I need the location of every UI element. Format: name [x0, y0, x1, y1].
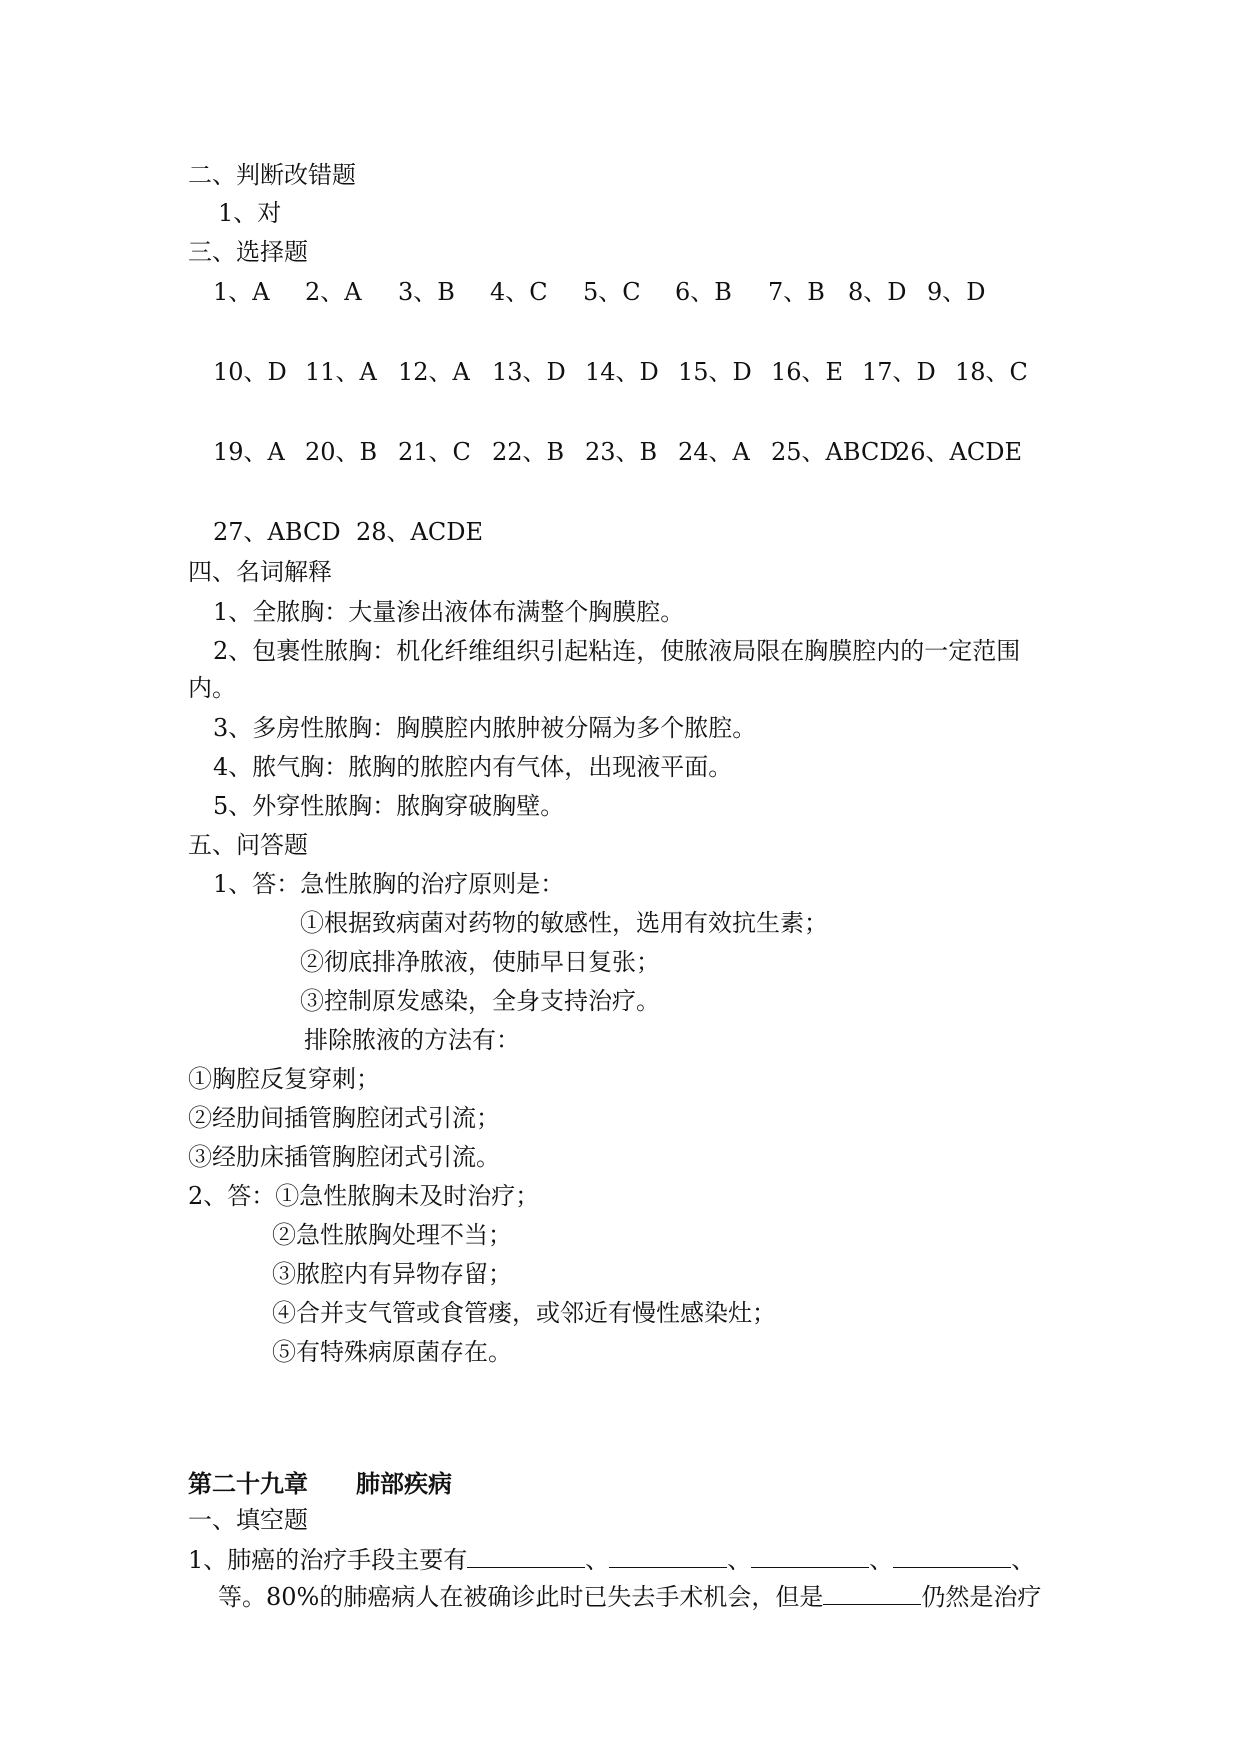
section-2-answer: 1、对 — [218, 199, 282, 227]
method-item: ③经肋床插管胸腔闭式引流。 — [188, 1143, 500, 1171]
answer-blank[interactable] — [609, 1543, 727, 1568]
choice-answer: 11、A — [305, 358, 377, 386]
choice-answer: 18、C — [955, 358, 1028, 386]
choice-answer: 6、B — [675, 278, 732, 306]
choice-answer: 16、E — [771, 358, 844, 386]
cause-item: ②急性脓胸处理不当； — [272, 1221, 512, 1249]
method-item: ①胸腔反复穿刺； — [188, 1065, 380, 1093]
fill-in-heading: 一、填空题 — [188, 1506, 308, 1534]
principle-item: ③控制原发感染，全身支持治疗。 — [300, 987, 660, 1015]
choice-answer: 10、D — [213, 358, 287, 386]
choice-answer: 24、A — [678, 438, 750, 466]
section-3-heading: 三、选择题 — [188, 238, 308, 266]
principle-item: ②彻底排净脓液，使肺早日复张； — [300, 948, 660, 976]
cause-item: ④合并支气管或食管瘘，或邻近有慢性感染灶； — [272, 1299, 776, 1327]
choice-answer: 8、D — [848, 278, 907, 306]
section-5-heading: 五、问答题 — [188, 831, 308, 859]
choice-answer: 9、D — [927, 278, 986, 306]
cause-item: ⑤有特殊病原菌存在。 — [272, 1338, 512, 1366]
section-4-heading: 四、名词解释 — [188, 558, 332, 586]
answer-1-intro: 1、答：急性脓胸的治疗原则是： — [213, 870, 565, 898]
question-text: 1、肺癌的治疗手段主要有 — [188, 1546, 468, 1574]
method-item: ②经肋间插管胸腔闭式引流； — [188, 1104, 500, 1132]
separator: 、 — [869, 1546, 894, 1574]
question-text: 仍然是治疗 — [921, 1583, 1042, 1611]
choice-answer: 14、D — [585, 358, 659, 386]
definition-item: 2、包裹性脓胸：机化纤维组织引起粘连，使脓液局限在胸膜腔内的一定范围 — [213, 637, 1021, 665]
definition-item: 5、外穿性脓胸：脓胸穿破胸壁。 — [213, 792, 565, 820]
definition-item-continuation: 内。 — [188, 674, 236, 702]
choice-answer: 1、A — [213, 278, 270, 306]
choice-answer: 5、C — [583, 278, 641, 306]
answer-2-intro: 2、答：①急性脓胸未及时治疗； — [188, 1182, 540, 1210]
answer-blank[interactable] — [823, 1580, 921, 1605]
methods-intro: 排除脓液的方法有： — [304, 1026, 520, 1054]
chapter-title: 第二十九章 肺部疾病 — [188, 1469, 452, 1498]
choice-answer: 21、C — [398, 438, 471, 466]
separator: 、 — [1011, 1546, 1036, 1574]
answer-blank[interactable] — [467, 1543, 585, 1568]
principle-item: ①根据致病菌对药物的敏感性，选用有效抗生素； — [300, 909, 828, 937]
question-text: 等。80%的肺癌病人在被确诊此时已失去手术机会，但是 — [218, 1583, 824, 1611]
choice-answer: 12、A — [398, 358, 470, 386]
cause-item: ③脓腔内有异物存留； — [272, 1260, 512, 1288]
separator: 、 — [727, 1546, 752, 1574]
choice-answer: 13、D — [492, 358, 566, 386]
answer-blank[interactable] — [751, 1543, 869, 1568]
choice-answer: 27、ABCD — [213, 518, 341, 546]
choice-answer: 23、B — [585, 438, 658, 466]
choice-answer: 20、B — [305, 438, 378, 466]
choice-answer: 25、ABCD — [771, 438, 899, 466]
choice-answer: 2、A — [305, 278, 362, 306]
choice-answer: 17、D — [862, 358, 936, 386]
definition-item: 3、多房性脓胸：胸膜腔内脓肿被分隔为多个脓腔。 — [213, 714, 757, 742]
answer-blank[interactable] — [893, 1543, 1011, 1568]
choice-answer: 19、A — [213, 438, 285, 466]
choice-answer: 15、D — [678, 358, 752, 386]
choice-answer: 26、ACDE — [895, 438, 1022, 466]
definition-item: 4、脓气胸：脓胸的脓腔内有气体，出现液平面。 — [213, 753, 733, 781]
choice-answer: 7、B — [768, 278, 825, 306]
choice-answer: 3、B — [398, 278, 455, 306]
separator: 、 — [585, 1546, 610, 1574]
fill-in-question-1-continued — [218, 1580, 1041, 1612]
section-2-heading: 二、判断改错题 — [188, 161, 356, 189]
choice-answer: 22、B — [492, 438, 565, 466]
fill-in-question-1 — [188, 1543, 1035, 1575]
choice-answer: 28、ACDE — [356, 518, 483, 546]
choice-answer: 4、C — [490, 278, 548, 306]
definition-item: 1、全脓胸：大量渗出液体布满整个胸膜腔。 — [213, 598, 685, 626]
